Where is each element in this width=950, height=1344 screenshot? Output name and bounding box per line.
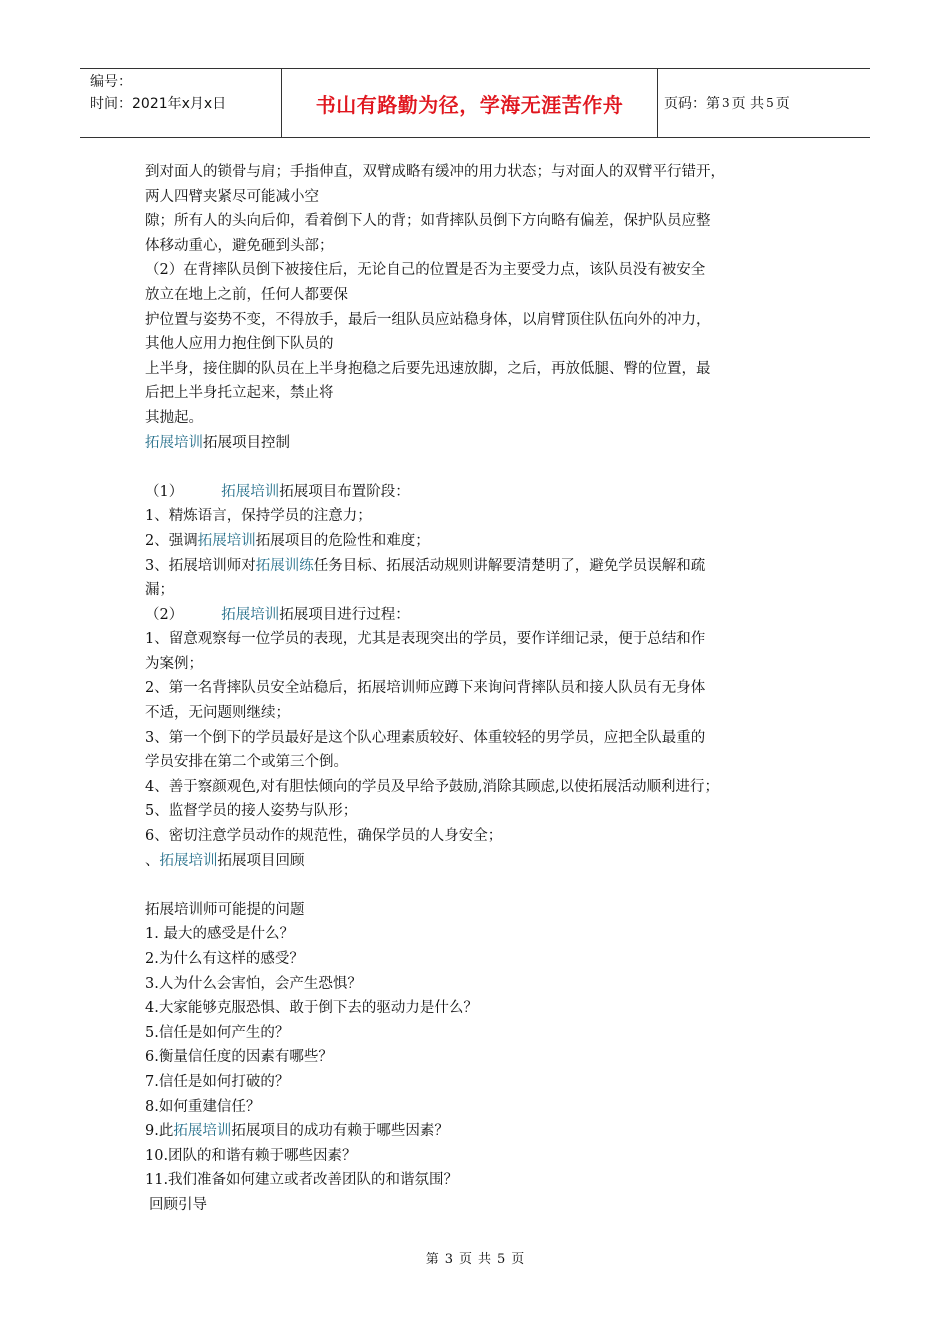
question-item: 10.团队的和谐有赖于哪些因素？ <box>145 1147 357 1164</box>
heading-text: 拓展项目控制 <box>203 434 290 451</box>
list-text: 2、强调 <box>145 532 198 549</box>
link-tuozhan-peixun[interactable]: 拓展培训 <box>221 483 280 500</box>
paragraph-line: 两人四臂夹紧尽可能减小空 <box>145 188 319 205</box>
question-item: 11.我们准备如何建立或者改善团队的和谐氛围？ <box>145 1172 459 1189</box>
heading-text: 拓展项目进行过程： <box>279 606 410 623</box>
link-tuozhan-peixun[interactable]: 拓展培训 <box>197 532 256 549</box>
list-item-continuation: 漏； <box>145 582 174 599</box>
header-motto: 书山有路勤为径，学海无涯苦作舟 <box>282 69 658 137</box>
time-value: 2021年x月x日 <box>132 96 227 112</box>
link-tuozhan-xunlian[interactable]: 拓展训练 <box>255 557 314 574</box>
page-total: 5 <box>766 96 774 110</box>
header-page-info <box>658 69 870 137</box>
section-heading-review <box>145 849 805 874</box>
page-label: 页码：第 <box>664 96 720 112</box>
document-header <box>80 68 870 138</box>
paragraph-line: 到对面人的锁骨与肩；手指伸直，双臂成略有缓冲的用力状态；与对面人的双臂平行错开， <box>145 164 725 180</box>
page-mid: 页 共 <box>731 96 765 112</box>
list-item <box>145 529 805 554</box>
list-item-continuation: 不适，无问题则继续； <box>145 705 290 722</box>
list-text: 3、拓展培训师对 <box>145 557 256 574</box>
question-item: 6.衡量信任度的因素有哪些？ <box>145 1049 333 1066</box>
paragraph-line: 上半身，接住脚的队员在上半身抱稳之后要先迅速放脚，之后，再放低腿、臀的位置，最 <box>145 360 711 377</box>
link-tuozhan-peixun[interactable]: 拓展培训 <box>159 852 218 869</box>
list-item-continuation: 为案例； <box>145 655 203 672</box>
question-item: 8.如何重建信任？ <box>145 1098 261 1115</box>
question-text: 9.此 <box>145 1123 174 1140</box>
footer-current: 3 <box>444 1252 453 1267</box>
subsection-number: （1） <box>145 483 184 500</box>
review-guide-text: 回顾引导 <box>149 1196 207 1213</box>
blank-line <box>145 455 805 480</box>
header-meta <box>80 69 282 137</box>
footer-gong: 共 <box>478 1252 492 1267</box>
paragraph-line: 其他人应用力抱住倒下队员的 <box>145 336 334 353</box>
subsection-heading-process <box>145 603 805 628</box>
subsection-number: （2） <box>145 606 184 623</box>
list-item: 6、密切注意学员动作的规范性，确保学员的人身安全； <box>145 828 503 845</box>
heading-prefix: 、 <box>145 852 160 869</box>
blank-line <box>145 873 805 898</box>
page-suffix: 页 <box>775 96 790 112</box>
document-body <box>145 160 805 1218</box>
subsection-heading-setup <box>145 480 805 505</box>
footer-di: 第 <box>425 1252 439 1267</box>
footer-ye: 页 <box>511 1252 525 1267</box>
page-current: 3 <box>722 96 730 110</box>
question-item: 4.大家能够克服恐惧、敢于倒下去的驱动力是什么？ <box>145 1000 478 1017</box>
paragraph-line: 隙；所有人的头向后仰，看着倒下人的背；如背摔队员倒下方向略有偏差，保护队员应整 <box>145 213 711 230</box>
link-tuozhan-peixun[interactable]: 拓展培训 <box>221 606 280 623</box>
questions-title: 拓展培训师可能提的问题 <box>145 901 305 918</box>
list-item: 2、第一名背摔队员安全站稳后，拓展培训师应蹲下来询问背摔队员和接人队员有无身体 <box>145 680 706 697</box>
footer-ye: 页 <box>458 1252 472 1267</box>
link-tuozhan-peixun[interactable]: 拓展培训 <box>145 434 203 451</box>
question-item: 5.信任是如何产生的？ <box>145 1024 290 1041</box>
time-row <box>90 93 281 115</box>
question-item <box>145 1119 805 1144</box>
question-item: 3.人为什么会害怕，会产生恐惧？ <box>145 975 362 992</box>
list-text: 任务目标、拓展活动规则讲解要清楚明了，避免学员误解和疏 <box>313 557 706 574</box>
section-heading-control <box>145 431 805 456</box>
heading-text: 拓展项目布置阶段： <box>279 483 410 500</box>
list-text: 拓展项目的危险性和难度； <box>255 532 430 549</box>
paragraph-line: 其抛起。 <box>145 409 203 426</box>
paragraph-line: 后把上半身托立起来，禁止将 <box>145 385 334 402</box>
paragraph-line: 放立在地上之前，任何人都要保 <box>145 286 348 303</box>
list-item: 1、留意观察每一位学员的表现，尤其是表现突出的学员，要作详细记录，便于总结和作 <box>145 631 706 648</box>
link-tuozhan-peixun[interactable]: 拓展培训 <box>173 1123 232 1140</box>
list-item <box>145 554 805 579</box>
question-text: 拓展项目的成功有赖于哪些因素？ <box>231 1123 449 1140</box>
list-item: 4、善于察颜观色,对有胆怯倾向的学员及早给予鼓励,消除其顾虑,以使拓展活动顺利进行； <box>145 778 720 795</box>
footer-total: 5 <box>497 1252 506 1267</box>
list-item: 1、精炼语言，保持学员的注意力； <box>145 508 372 525</box>
question-item: 1. 最大的感受是什么？ <box>145 926 294 943</box>
heading-text: 拓展项目回顾 <box>217 852 305 869</box>
paragraph-line: （2）在背摔队员倒下被接住后，无论自己的位置是否为主要受力点，该队员没有被安全 <box>145 262 706 279</box>
number-label: 编号： <box>90 74 132 90</box>
page-footer <box>0 1248 950 1267</box>
paragraph-line: 体移动重心，避免砸到头部； <box>145 237 334 254</box>
question-item: 7.信任是如何打破的？ <box>145 1073 290 1090</box>
time-label: 时间： <box>90 96 132 112</box>
review-guide <box>145 1193 805 1218</box>
question-item: 2.为什么有这样的感受？ <box>145 951 304 967</box>
list-item-continuation: 学员安排在第二个或第三个倒。 <box>145 754 348 771</box>
list-item: 5、监督学员的接人姿势与队形； <box>145 803 358 820</box>
list-item: 3、第一个倒下的学员最好是这个队心理素质较好、体重较轻的男学员，应把全队最重的 <box>145 729 706 746</box>
paragraph-line: 护位置与姿势不变，不得放手，最后一组队员应站稳身体，以肩臂顶住队伍向外的冲力， <box>145 311 711 328</box>
